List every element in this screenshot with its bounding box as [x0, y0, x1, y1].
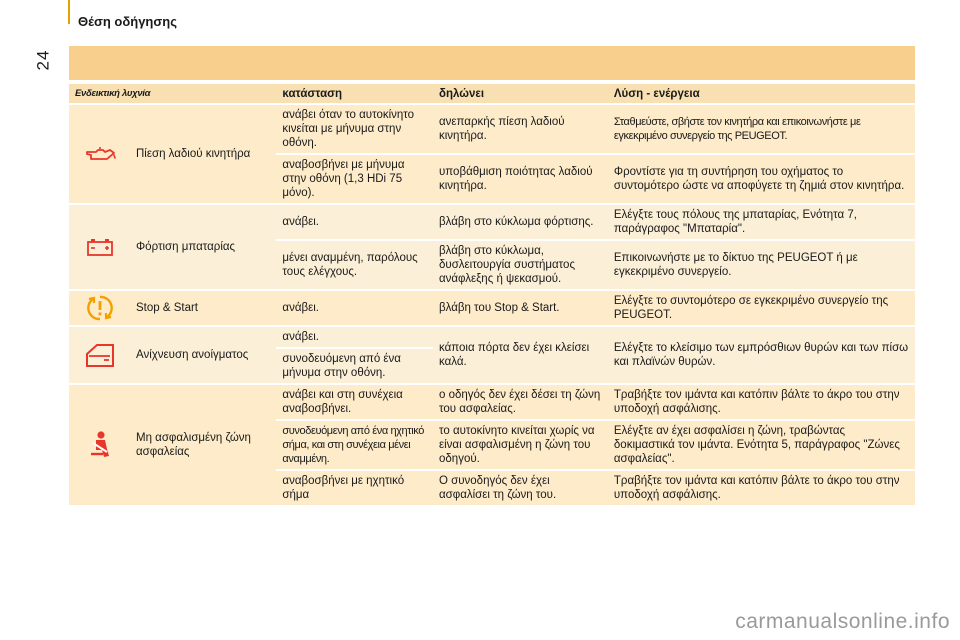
page-number: 24: [33, 49, 53, 71]
indicator-name: Πίεση λαδιού κινητήρα: [130, 105, 276, 203]
stop-start-cell: [69, 291, 130, 325]
battery-icon: [85, 237, 115, 257]
means-cell: Ο συνοδηγός δεν έχει ασφαλίσει τη ζώνη του.: [433, 471, 608, 505]
solution-cell: Ελέγξτε το συντομότερο σε εγκεκριμένο συνεργείο της PEUGEOT.: [608, 291, 915, 325]
state-cell: ανάβει όταν το αυτοκίνητο κινείται με μήνυμα στην οθόνη.: [276, 105, 433, 153]
oil-pressure-cell: [69, 105, 130, 203]
table-row: [69, 105, 915, 153]
means-cell: βλάβη στο κύκλωμα φόρτισης.: [433, 205, 608, 239]
table-row: [69, 291, 915, 325]
seatbelt-cell: [69, 385, 130, 505]
table-row: [69, 385, 915, 419]
solution-cell: Ελέγξτε το κλείσιμο των εμπρόσθιων θυρών και των πίσω και πλαϊνών θυρών.: [608, 327, 915, 383]
oil-can-icon: [83, 145, 117, 163]
state-cell: ανάβει.: [276, 205, 433, 239]
means-cell: ο οδηγός δεν έχει δέσει τη ζώνη του ασφαλείας.: [433, 385, 608, 419]
solution-cell: Επικοινωνήστε με το δίκτυο της PEUGEOT ή με εγκεκριμένο συνεργείο.: [608, 241, 915, 289]
margin-accent-line: [68, 0, 70, 24]
watermark: carmanualsonline.info: [735, 610, 950, 633]
indicator-name: Φόρτιση μπαταρίας: [130, 205, 276, 289]
solution-cell: Σταθμεύστε, σβήστε τον κινητήρα και επικοινωνήστε με εγκεκριμένο συνεργείο της PEUGEOT.: [608, 105, 915, 153]
seatbelt-icon: [85, 429, 115, 461]
table-row: [69, 205, 915, 239]
door-open-cell: [69, 327, 130, 383]
means-cell: ανεπαρκής πίεση λαδιού κινητήρα.: [433, 105, 608, 153]
state-cell: αναβοσβήνει με μήνυμα στην οθόνη (1,3 HDi 75 μόνο).: [276, 155, 433, 203]
state-cell: συνοδευόμενη από ένα μήνυμα στην οθόνη.: [276, 349, 433, 383]
solution-cell: Τραβήξτε τον ιμάντα και κατόπιν βάλτε το άκρο του στην υποδοχή ασφάλισης.: [608, 385, 915, 419]
state-cell: συνοδευόμενη από ένα ηχητικό σήμα, και στη συνέχεια μένει αναμμένη.: [276, 421, 433, 469]
state-cell: ανάβει.: [276, 291, 433, 325]
door-open-icon: [83, 342, 117, 368]
header-state: κατάσταση: [276, 84, 433, 103]
solution-cell: Φροντίστε για τη συντήρηση του οχήματος το συντομότερο ώστε να αποφύγετε τη ζημιά στον κινητήρα.: [608, 155, 915, 203]
state-cell: μένει αναμμένη, παρόλους τους ελέγχους.: [276, 241, 433, 289]
indicator-name: Ανίχνευση ανοίγματος: [130, 327, 276, 383]
table-header-row: [69, 84, 915, 103]
means-cell: βλάβη στο κύκλωμα, δυσλειτουργία συστήματος ανάφλεξης ή ψεκασμού.: [433, 241, 608, 289]
warning-lights-table: [69, 82, 915, 507]
solution-cell: Ελέγξτε τους πόλους της μπαταρίας, Ενότητα 7, παράγραφος "Μπαταρία".: [608, 205, 915, 239]
state-cell: αναβοσβήνει με ηχητικό σήμα: [276, 471, 433, 505]
header-indicator: Ενδεικτική λυχνία: [69, 84, 276, 103]
means-cell: κάποια πόρτα δεν έχει κλείσει καλά.: [433, 327, 608, 383]
table-row: [69, 327, 915, 347]
table-banner: [69, 46, 915, 80]
indicator-name: Μη ασφαλισμένη ζώνη ασφαλείας: [130, 385, 276, 505]
section-title: Θέση οδήγησης: [78, 14, 177, 29]
means-cell: το αυτοκίνητο κινείται χωρίς να είναι ασφαλισμένη η ζώνη του οδηγού.: [433, 421, 608, 469]
solution-cell: Ελέγξτε αν έχει ασφαλίσει η ζώνη, τραβώντας δοκιμαστικά τον ιμάντα. Ενότητα 5, παράγραφος "Ζώνες ασφαλείας".: [608, 421, 915, 469]
state-cell: ανάβει και στη συνέχεια αναβοσβήνει.: [276, 385, 433, 419]
means-cell: βλάβη του Stop & Start.: [433, 291, 608, 325]
indicator-name: Stop & Start: [130, 291, 276, 325]
solution-cell: Τραβήξτε τον ιμάντα και κατόπιν βάλτε το άκρο του στην υποδοχή ασφάλισης.: [608, 471, 915, 505]
header-solution: Λύση - ενέργεια: [608, 84, 915, 103]
header-means: δηλώνει: [433, 84, 608, 103]
means-cell: υποβάθμιση ποιότητας λαδιού κινητήρα.: [433, 155, 608, 203]
battery-cell: [69, 205, 130, 289]
stop-start-icon: [85, 293, 115, 323]
state-cell: ανάβει.: [276, 327, 433, 347]
